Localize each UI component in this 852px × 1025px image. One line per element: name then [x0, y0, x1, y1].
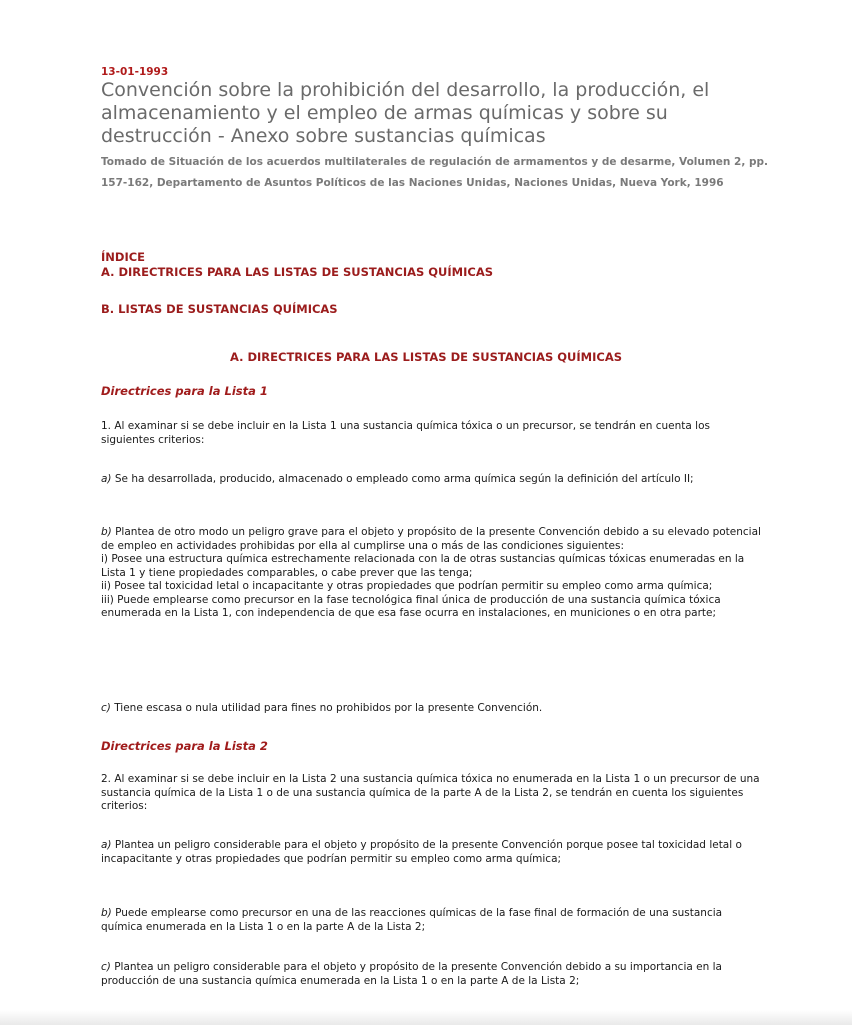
section-a-heading: A. DIRECTRICES PARA LAS LISTAS DE SUSTANCIAS QUÍMICAS — [229, 350, 623, 364]
list2-paragraph-2: 2. Al examinar si se debe incluir en la Lista 2 una sustancia química tóxica no enumerada en la Lista 1 o un precursor de una sustancia química de la Lista 1 o de una sustancia química de la parte A de la Lista 2, se tendrán en cuenta los siguientes criterios: — [101, 773, 760, 812]
list1-paragraph-1: 1. Al examinar si se debe incluir en la Lista 1 una sustancia química tóxica o un precursor, se tendrán en cuenta los siguientes criterios: — [101, 420, 710, 446]
list1-heading: Directrices para la Lista 1 — [101, 384, 268, 398]
list1-criterion-b-i: i) Posee una estructura química estrechamente relacionada con la de otras sustancias químicas tóxicas enumeradas en la Lista 1 y tiene propiedades comparables, o cabe prever que las tenga; — [101, 553, 745, 579]
list2-criterion-a-marker: a) — [101, 839, 112, 851]
list2-criterion-c-marker: c) — [101, 961, 111, 973]
document-date: 13-01-1993 — [101, 66, 169, 78]
list1-criterion-b — [101, 526, 761, 621]
document-title: Convención sobre la prohibición del desarrollo, la producción, el almacenamiento y el empleo de armas químicas y sobre su destrucción - Anexo sobre sustancias químicas — [101, 79, 710, 147]
index-link-b[interactable]: B. LISTAS DE SUSTANCIAS QUÍMICAS — [101, 302, 338, 316]
list1-criterion-c — [101, 702, 761, 716]
list2-criterion-c — [101, 961, 761, 988]
list1-criterion-c-text: Tiene escasa o nula utilidad para fines no prohibidos por la presente Convención. — [110, 702, 543, 714]
document-source: Tomado de Situación de los acuerdos multilaterales de regulación de armamentos y de desarme, Volumen 2, pp. 157-162, Departamento de Asuntos Políticos de las Naciones Unidas, Naciones Unidas, Nueva York, 1996 — [101, 156, 769, 189]
page-bottom-edge — [0, 1010, 852, 1025]
list1-criterion-b-ii: ii) Posee tal toxicidad letal o incapacitante y otras propiedades que podrían permitir su empleo como arma química; — [101, 580, 713, 592]
list2-criterion-a-text: Plantea un peligro considerable para el objeto y propósito de la presente Convención porque posee tal toxicidad letal o incapacitante y otras propiedades que podrían permitir su empleo como arma química; — [101, 839, 742, 865]
list1-criterion-b-iii: iii) Puede emplearse como precursor en la fase tecnológica final única de producción de una sustancia química tóxica enumerada en la Lista 1, con independencia de que esa fase ocurra en instalaciones, en municiones o en otra parte; — [101, 593, 721, 619]
list2-criterion-a — [101, 839, 761, 866]
list1-criterion-b-marker: b) — [101, 526, 112, 538]
list1-criterion-a-text: Se ha desarrollada, producido, almacenado o empleado como arma química según la definición del artículo II; — [111, 473, 694, 485]
list1-criterion-a — [101, 473, 761, 487]
list1-criterion-a-marker: a) — [101, 473, 112, 485]
index-link-a[interactable]: A. DIRECTRICES PARA LAS LISTAS DE SUSTANCIAS QUÍMICAS — [101, 265, 494, 279]
list2-criterion-c-text: Plantea un peligro considerable para el objeto y propósito de la presente Convención debido a su importancia en la producción de una sustancia química enumerada en la Lista 1 o en la parte A de la Lista 2; — [101, 961, 722, 987]
list1-criterion-b-intro — [101, 526, 761, 553]
list2-criterion-b — [101, 907, 761, 934]
list2-heading: Directrices para la Lista 2 — [101, 739, 268, 753]
index-heading: ÍNDICE — [101, 250, 146, 264]
list2-criterion-b-marker: b) — [101, 907, 112, 919]
list1-criterion-b-text: Plantea de otro modo un peligro grave para el objeto y propósito de la presente Convención debido a su elevado potencial de empleo en actividades prohibidas por ella al cumplirse una o más de las condiciones siguientes: — [101, 526, 761, 552]
list2-criterion-b-text: Puede emplearse como precursor en una de las reacciones químicas de la fase final de formación de una sustancia química enumerada en la Lista 1 o en la parte A de la Lista 2; — [101, 907, 723, 933]
list1-criterion-c-marker: c) — [101, 702, 111, 714]
